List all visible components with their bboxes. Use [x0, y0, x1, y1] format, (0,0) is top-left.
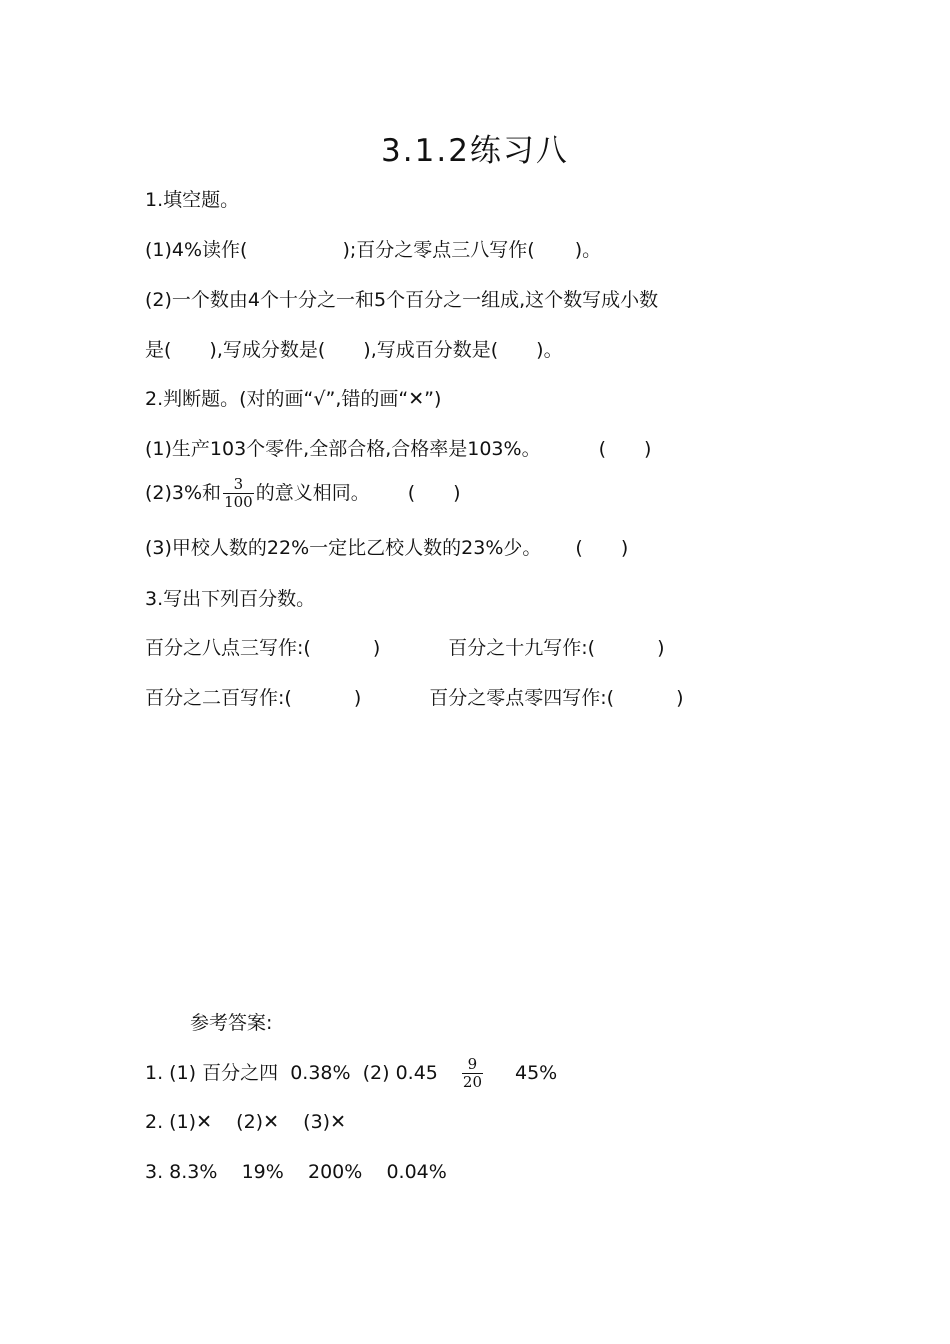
- q2-part3-text: (3)甲校人数的22%一定比乙校人数的23%少。: [145, 537, 542, 559]
- q2-part2: [145, 476, 461, 511]
- fraction-3-over-100: [223, 476, 254, 511]
- q3-item1-close: ): [372, 637, 381, 659]
- fraction-numerator: 3: [233, 475, 244, 493]
- fraction-numerator: 9: [467, 1055, 478, 1073]
- judge-paren-close: ): [644, 438, 652, 460]
- q3-item3-close: ): [353, 687, 362, 709]
- answer-1-text-b: 45%: [515, 1062, 558, 1084]
- q2-part2-text-a: (2)3%和: [145, 482, 222, 504]
- q1-part1-text-b: );百分之零点三八写作(: [342, 239, 535, 261]
- q1-heading: 1.填空题。: [145, 189, 240, 211]
- q1-part2-line1: (2)一个数由4个十分之一和5个百分之一组成,这个数写成小数: [145, 289, 659, 311]
- q1-part1-text-a: (1)4%读作(: [145, 239, 248, 261]
- q2-part3: [145, 534, 628, 562]
- q3-row1: [145, 634, 665, 662]
- q1-part1-text-c: )。: [574, 239, 602, 261]
- q2-heading: 2.判断题。(对的画“√”,错的画“✕”): [145, 388, 442, 410]
- q3-item1-text: 百分之八点三写作:(: [145, 637, 311, 659]
- q1-part2-text-c: ),写成百分数是(: [363, 339, 499, 361]
- fraction-denominator: 100: [224, 493, 253, 511]
- judge-paren-close: ): [453, 482, 461, 504]
- q3-heading: 3.写出下列百分数。: [145, 588, 316, 610]
- q3-row2: [145, 684, 684, 712]
- fraction-denominator: 20: [462, 1073, 482, 1091]
- answer-1: [145, 1056, 557, 1091]
- q3-item2-close: ): [657, 637, 665, 659]
- answer-1-text-a: 1. (1) 百分之四 0.38% (2) 0.45: [145, 1062, 438, 1084]
- q1-part2-text-d: )。: [536, 339, 563, 361]
- judge-paren-open: (: [575, 537, 583, 559]
- q1-part2-text-b: ),写成分数是(: [209, 339, 326, 361]
- page-title: 3.1.2练习八: [381, 133, 569, 169]
- q3-item3-text: 百分之二百写作:(: [145, 687, 292, 709]
- q1-part2-text-a: 是(: [145, 339, 172, 361]
- answer-3: 3. 8.3% 19% 200% 0.04%: [145, 1161, 447, 1183]
- q2-part1-text: (1)生产103个零件,全部合格,合格率是103%。: [145, 438, 541, 460]
- answers-heading: 参考答案:: [190, 1012, 273, 1034]
- q2-part1: [145, 435, 651, 463]
- q1-part2-line2: [145, 336, 563, 364]
- fraction-9-over-20: [462, 1056, 483, 1091]
- q3-item2-text: 百分之十九写作:(: [448, 637, 596, 659]
- judge-paren-open: (: [407, 482, 416, 504]
- answer-2: 2. (1)✕ (2)✕ (3)✕: [145, 1111, 346, 1133]
- judge-paren-open: (: [598, 438, 606, 460]
- q3-item4-text: 百分之零点零四写作:(: [429, 687, 615, 709]
- judge-paren-close: ): [620, 537, 629, 559]
- q1-part1: [145, 236, 601, 264]
- q2-part2-text-b: 的意义相同。: [255, 482, 370, 504]
- q3-item4-close: ): [676, 687, 684, 709]
